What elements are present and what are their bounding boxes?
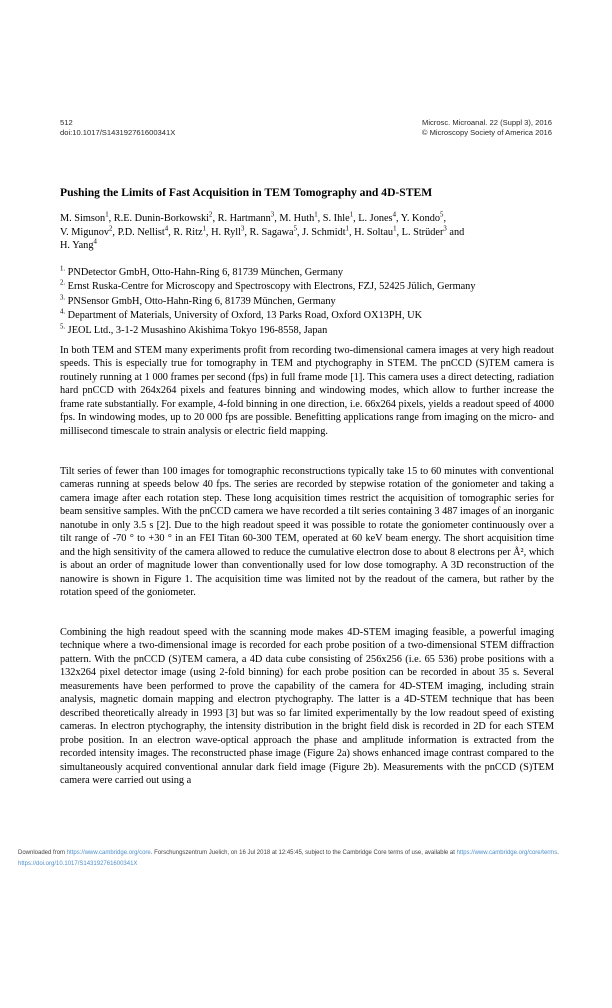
page-header (60, 118, 552, 139)
footer-line-1: Downloaded from https://www.cambridge.org/core. Forschungszentrum Juelich, on 16 Jul 2018 at 12:45:45, subject to the Cambridge Core terms of use, available at https://www.cambridge.org/core/terms. (18, 850, 559, 856)
superscript-marker: 1 (202, 225, 206, 233)
footer-link[interactable]: https://www.cambridge.org/core (66, 850, 151, 856)
doi-line: doi:10.1017/S143192761600341X (60, 128, 176, 138)
superscript-marker: 1 (345, 225, 350, 233)
copyright-line: © Microscopy Society of America 2016 (421, 128, 552, 138)
page-number: 512 (60, 118, 73, 127)
superscript-marker: 5. (60, 323, 66, 331)
superscript-marker: 4 (93, 238, 97, 246)
superscript-marker: 1 (393, 225, 397, 233)
affiliation-2: $^{2.}$ Ernst Ruska-Centre for Microscopy and Spectroscopy with Electrons, FZJ, 52425 Jülich, Germany (60, 279, 476, 293)
superscript-marker: 3 (270, 211, 275, 219)
header-right (422, 118, 552, 139)
superscript-marker: 2 (109, 225, 113, 233)
body-paragraph-2: Tilt series of fewer than 100 images for tomographic reconstructions typically take 15 to 60 minutes with conventional cameras running at speeds below 40 fps. The series are recorded by stepwise rotation of the goniometer and taking a camera image after each rotation step. These long acquisition times restrict the acquisition of tomographic series for beam sensitive samples. With the pnCCD camera we have recorded a tilt series containing 3 487 images of an inorganic nanotube in only 3.5 s [2]. Due to the high readout speed it was possible to rotate the goniometer continuously over a tilt range of -70 ° to +30 ° in an FEI Titan 60-300 TEM, operated at 60 keV beam energy. The short acquisition time and the high sensitivity of the camera allowed to reduce the cumulative electron dose to about 8 electrons per Å², which is about an order of magnitude lower than conventionally used for low dose tomography. A 3D reconstruction of the nanowire is shown in Figure 1. The acquisition time was limited not by the readout of the camera, but rather by the rotation speed of the goniometer. (60, 466, 554, 599)
superscript-marker: 1 (105, 211, 109, 219)
superscript-marker: 3 (443, 225, 447, 233)
superscript-marker: 4. (60, 308, 66, 316)
superscript-marker: 5 (293, 225, 297, 233)
superscript-marker: 1 (349, 211, 354, 219)
body-paragraph-3: Combining the high readout speed with the scanning mode makes 4D-STEM imaging feasible, a powerful imaging technique where a two-dimensional image is recorded for each probe position of a two-dimensional STEM diffraction pattern. With the pnCCD (S)TEM camera, a 4D data cube consisting of 256x256 (i.e. 65 536) probe positions with a 132x264 pixel detector image (using 2-fold binning) for each probe position can be recorded in about 35 s. Several measurements have been performed to prove the capability of the camera for 4D-STEM imaging, including strain analysis, magnetic domain mapping and electron ptychography. The latter is a 4D-STEM technique that has been described theoretically already in 1993 [3] but was so far limited experimentally by the low readout speed of existing cameras. In electron ptychography, the intensity distribution in the bright field disk is recorded in 2D for each STEM probe position. In an electron wave-optical approach the phase and amplitude information is extracted from the recorded intensity images. The reconstructed phase image (Figure 2a) shows enhanced image contrast compared to the simultaneously acquired conventional annular dark field image (Figure 2b). Measurements with the pnCCD (S)TEM camera were carried out using a (60, 627, 554, 786)
affiliation-5: $^{5.}$ JEOL Ltd., 3-1-2 Musashino Akishima Tokyo 196-8558, Japan (60, 323, 328, 336)
superscript-marker: 3 (240, 225, 245, 233)
body-paragraph-1: In both TEM and STEM many experiments profit from recording two-dimensional camera images at very high readout speeds. This is especially true for tomography in TEM and ptychography in STEM. The pnCCD (S)TEM camera is routinely running at 1 000 frames per second (fps) in full frame mode [1]. This camera uses a direct detecting, radiation hard pnCCD with 264x264 pixels and features binning and windowing modes, which allow to further increase the frame rate substantially. For example, 4-fold binning in one direction, i.e. 66x264 pixels, yields a readout speed of 4000 fps. In windowing modes, up to 20 000 fps are possible. Benefitting applications range from imaging on the micro- and millisecond timescale to strain analysis or electric field mapping. (60, 345, 554, 437)
superscript-marker: 3. (60, 294, 66, 302)
header-left (60, 118, 175, 139)
superscript-marker: 4 (392, 211, 396, 219)
superscript-marker: 1. (60, 265, 66, 273)
download-notice (18, 848, 602, 869)
superscript-marker: 5 (440, 211, 444, 219)
superscript-marker: 4 (164, 225, 169, 233)
affiliation-3: $^{3.}$ PNSensor GmbH, Otto-Hahn-Ring 6, 81739 München, Germany (60, 294, 336, 307)
footer-link[interactable]: https://www.cambridge.org/core/terms (456, 850, 558, 856)
superscript-marker: 2. (60, 279, 66, 287)
superscript-marker: 1 (314, 211, 318, 219)
footer-link[interactable]: https://doi.org/10.1017/S143192761600341X (18, 860, 138, 867)
affiliation-4: $^{4.}$ Department of Materials, University of Oxford, 13 Parks Road, Oxford OX13PH, UK (60, 308, 423, 322)
footer-line-2 (18, 859, 602, 870)
journal-reference: Microsc. Microanal. 22 (Suppl 3), 2016 (422, 118, 552, 127)
author-list: M. Simson$^1$, R.E. Dunin-Borkowski$^2$, R. Hartmann$^3$, M. Huth$^1$, S. Ihle$^1$, L. Jones$^4$, Y. Kondo$^5$, V. Migunov$^2$, P.D. Nellist$^4$, R. Ritz$^1$, H. Ryll$^3$, R. Sagawa$^5$, J. Schmidt$^1$, H. Soltau$^1$, L. Strüder$^3$ and H. Yang$^4$ (60, 211, 465, 251)
affiliation-list (60, 266, 554, 338)
affiliation-1: $^{1.}$ PNDetector GmbH, Otto-Hahn-Ring 6, 81739 München, Germany (60, 265, 344, 278)
paper-title: Pushing the Limits of Fast Acquisition in TEM Tomography and 4D-STEM (60, 186, 433, 199)
superscript-marker: 2 (209, 211, 213, 219)
